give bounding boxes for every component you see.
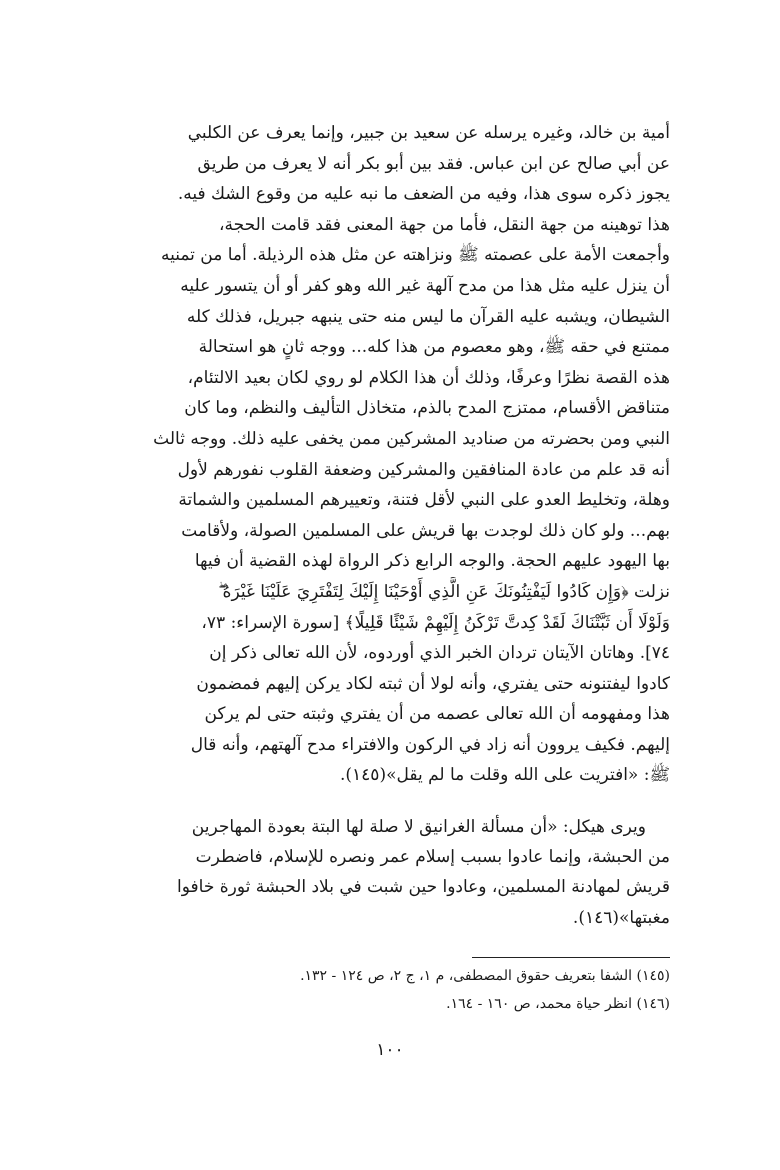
- page-number: ١٠٠: [376, 1040, 404, 1060]
- text-line: كادوا ليفتنونه حتى يفتري، وأنه لولا أن ثبته لكاد يركن إليهم فمضمون: [196, 673, 670, 694]
- footnote-146: (١٤٦) انظر حياة محمد، ص ١٦٠ - ١٦٤.: [446, 996, 670, 1012]
- text-line: ممتنع في حقه ﷺ، وهو معصوم من هذا كله... ووجه ثانٍ هو استحالة: [198, 337, 670, 358]
- text-line: النبي ومن بحضرته من صناديد المشركين ممن يخفى عليه ذلك. ووجه ثالث: [153, 428, 670, 449]
- haykal-paragraph: [110, 812, 670, 933]
- text-line: الشيطان، ويشبه عليه القرآن ما ليس منه حتى ينبهه جبريل، فذلك كله: [186, 306, 670, 327]
- text-line: عن أبي صالح عن ابن عباس. فقد بين أبو بكر أنه لا يعرف من طريق: [197, 153, 670, 174]
- text-line: هذا ومفهومه أن الله تعالى عصمه من أن يفتري وثبته حتى لم يركن: [204, 704, 670, 725]
- text-line: من الحبشة، وإنما عادوا بسبب إسلام عمر ونصره للإسلام، فاضطرت: [195, 847, 670, 868]
- text-line: يجوز ذكره سوى هذا، وفيه من الضعف ما نبه عليه من وقوع الشك فيه.: [177, 184, 670, 205]
- text-line: إليهم. فكيف يروون أنه زاد في الركون والافتراء مدح آلهتهم، وأنه قال: [190, 734, 670, 755]
- text-line: أنه قد علم من عادة المنافقين والمشركين وضعفة القلوب نفورهم لأول: [177, 459, 670, 480]
- text-line: ٧٤]. وهاتان الآيتان تردان الخبر الذي أوردوه، لأن الله تعالى ذكر إن: [209, 643, 670, 664]
- text-line: بها اليهود عليهم الحجة. والوجه الرابع ذكر الرواة لهذه القضية أن فيها: [194, 551, 670, 572]
- text-line: هذا توهينه من جهة النقل، فأما من جهة المعنى فقد قامت الحجة،: [219, 214, 670, 235]
- quran-verse-line: نزلت ﴿وَإِن كَادُوا لَيَفْتِنُونَكَ عَنِ الَّذِي أَوْحَيْنَا إِلَيْكَ لِتَفْتَرِيَ عَلَيْنَا غَيْرَهُ ۖ: [218, 581, 670, 602]
- text-line: وهلة، وتخليط العدو على النبي لأقل فتنة، وتعييرهم المسلمين والشماتة: [178, 490, 670, 511]
- text-line: بهم... ولو كان ذلك لوجدت بها قريش على المسلمين الصولة، ولأقامت: [181, 520, 670, 541]
- text-line: أن ينزل عليه مثل هذا من مدح آلهة غير الله وهو كفر أو أن يتسور عليه: [180, 275, 670, 296]
- text-line: وأجمعت الأمة على عصمته ﷺ ونزاهته عن مثل هذه الرذيلة. أما من تمنيه: [160, 245, 670, 266]
- text-line: قريش لمهادنة المسلمين، وعادوا حين شبت في بلاد الحبشة ثورة خافوا: [177, 877, 670, 898]
- footnote-divider: [472, 957, 670, 958]
- text-line: أمية بن خالد، وغيره يرسله عن سعيد بن جبير، وإنما يعرف عن الكلبي: [187, 123, 670, 143]
- quran-verse-line: وَلَوْلَا أَن ثَبَّتْنَاكَ لَقَدْ كِدتَّ تَرْكَنُ إِلَيْهِمْ شَيْئًا قَلِيلًا﴾ [سورة الإسراء: ٧٣،: [201, 612, 670, 633]
- footnotes: [110, 962, 670, 1018]
- footnote-145: (١٤٥) الشفا بتعريف حقوق المصطفى، م ١، ج ٢، ص ١٢٤ - ١٣٢.: [300, 968, 670, 984]
- text-line: ﷺ: «افتريت على الله وقلت ما لم يقل»(١٤٥).: [340, 765, 670, 786]
- text-line: ويرى هيكل: «أن مسألة الغرانيق لا صلة لها البتة بعودة المهاجرين: [191, 817, 646, 837]
- main-paragraph: [110, 118, 670, 791]
- text-line: مغبتها»(١٤٦).: [572, 907, 670, 928]
- text-line: هذه القصة نظرًا وعرفًا، وذلك أن هذا الكلام لو روي لكان بعيد الالتئام،: [187, 367, 670, 388]
- text-line: متناقض الأقسام، ممتزج المدح بالذم، متخاذل التأليف والنظم، وما كان: [184, 398, 670, 419]
